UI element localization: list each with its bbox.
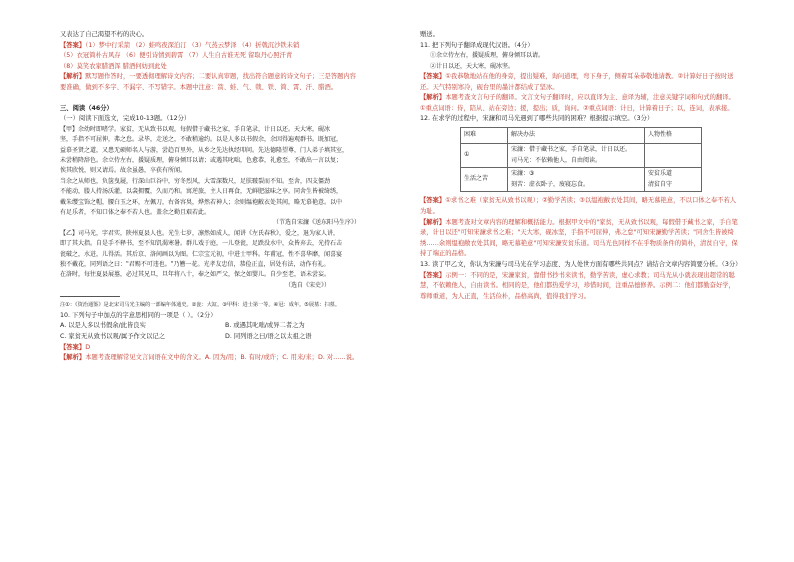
passage-source: （节选自宋濂《送东阳马生序》） <box>272 219 360 227</box>
table-header: 解决办法 <box>508 127 645 143</box>
passage-line: 未尝稍降辞色。余立侍左右，援疑质理，俯身倾耳以请；或遇其叱咄，色愈恭，礼愈至，不敢出一言以复； <box>60 156 343 164</box>
question-11-sentence-1: ①余立侍左右，援疑质理，俯身倾耳以请。 <box>430 52 545 60</box>
passage-line: 【乙】司马光，字君实，陕州夏县人也。光生七岁，凛然如成人，闻讲《左氏春秋》，爱之，退为家人讲， <box>60 229 340 237</box>
right-column <box>420 30 740 302</box>
option-c: C. 家贫无从致书以观/属予作文以记之 <box>60 333 165 341</box>
answer-label: 【答案】 <box>420 271 446 279</box>
analysis-11: 【解析】本题考查文言句子的翻译。文言文句子翻译时，应以直译为主、意译为辅，注意关键字词和句式的翻译。①重点词语：侍，陪从、站在旁边；援，提出；质，询问。②重点词语：计日，计算着日子；以，连词，表承接。 <box>420 94 735 112</box>
footnote-rule <box>60 296 120 297</box>
question-11-stem: 11. 把下列句子翻译成现代汉语。（4分） <box>420 41 534 49</box>
answer-9-line3: （8）莫笑农家腊酒浑 腊酒何妨到此处 <box>60 62 167 70</box>
analysis-label: 【解析】 <box>60 73 86 81</box>
intro-tail: 又表达了自己渴望不朽的决心。 <box>60 31 149 38</box>
passage-line: 益慕圣贤之道，又患无硕师名人与游，尝趋百里外，从乡之先达执经叩问。先达德隆望尊，门人弟子填其室， <box>60 146 349 154</box>
question-12-table <box>460 127 702 192</box>
passage-line: 【甲】余幼时即嗜学。家贫，无从致书以观，每假借于藏书之家，手自笔录，计日以还。天大寒，砚冰 <box>60 125 331 133</box>
analysis-10: 【解析】本题考查理解常见文言词语在文中的含义。A. 因为/用；B. 有时/或许；C. 用来/来；D. 对……说。 <box>60 354 359 362</box>
passage-line: 俟其欣悦，则又请焉。故余虽愚，卒获有所闻。 <box>60 167 187 175</box>
analysis-label: 【解析】 <box>420 94 446 102</box>
table-cell: ① <box>461 143 508 167</box>
option-b: B. 或遇其叱咄/或异二者之为 <box>225 322 305 330</box>
left-column <box>60 30 390 364</box>
answer-9-line1: 【答案】（1）梦中行采箭 （2）蛙鸣夜深泊汀 （3）气蒸云梦泽 （4）折戟沉沙铁未销 <box>60 41 300 49</box>
option-a: A. 以是人多以书假余/此皆良实 <box>60 322 146 330</box>
passage-line: 瓮破之，水迸，儿得活。其后京、洛间画以为图。仁宗宝元初，中进士甲科。年甫冠，性不喜华靡，闻喜宴 <box>60 250 343 258</box>
analysis-label: 【解析】 <box>420 218 446 226</box>
question-10-options <box>60 321 390 342</box>
analysis-12: 【解析】本题考查对文章内容的理解和概括能力。根据甲文中的"家贫，无从致书以观，每假借于藏书之家，手自笔录，计日以还"可知宋濂求书之难；"天大寒，砚冰坚，手指不可屈伸，弗之怠"可知宋濂勤学苦读；"同舍生皆被绮绣……余则缊袍敝衣处其间，略无慕艳意"可知宋濂安贫乐道。司马光也同样不在乎物质条件的简朴，清贫自守，保持了端正的品格。 <box>420 218 738 258</box>
table-cell: 宋濂：借于藏书之家，手自笔录，计日以还。 司马光：不依赖他人，自由阅读。 <box>508 143 645 167</box>
answer-label: 【答案】 <box>60 343 86 351</box>
passage-line: 有足乐者，不知口体之奉不若人也。盖余之勤且艰若此。 <box>60 209 211 216</box>
section-heading: 三、阅读（46分） <box>60 104 113 112</box>
footnote: 注①：《资治通鉴》是北宋司马光主编的一部编年体通史。②瓮：大缸。③甲科：进士第一等。④冠：成年。⑤展墓：扫墓。 <box>60 302 341 309</box>
passage-line: 当余之从师也，负箧曳屣，行深山巨谷中，穷冬烈风，大雪深数尺，足肤皲裂而不知。至舍，四支僵劲 <box>60 177 331 185</box>
question-10-stem: 10. 下列句子中加点的字意思相同的一项是（ ）。（2分） <box>60 311 217 319</box>
analysis-9-line1: 【解析】默写题作答时，一要透彻理解诗文内容；二要认真审题，找出符合题意的诗文句子；三是答题内容 <box>60 73 356 81</box>
answer-13: 【答案】示例一：不同的是，宋濂家贫，靠借书抄书来读书，勤学苦读，虚心求教；司马光从小就表现出超常的聪慧，不依赖他人，自由读书。相同的是，他们都热爱学习，珍惜时间，注重品德修养。示例二：他们都勤奋好学，尊师重道，为人正直，生活俭朴，品格高尚，值得我们学习。 <box>420 271 735 300</box>
analysis-label: 【解析】 <box>60 354 86 362</box>
table-header: 人物性格 <box>645 127 702 143</box>
passage-line: 即了其大指。自是手不释书，至不知饥渴寒暑。群儿戏于庭，一儿登瓮，足跌没水中，众皆弃去，光持石击 <box>60 240 343 248</box>
answer-10: 【答案】D <box>60 343 91 351</box>
table-cell: 安贫乐道 清贫自守 <box>645 168 702 192</box>
passage-yi <box>60 229 390 291</box>
table-cell <box>645 143 702 167</box>
top-tail: 赠送。 <box>420 31 439 38</box>
passage-line: 独不戴花，同列语之曰："君赐不可违也。"乃簪一花。光孝友忠信，恭俭正直，居处有法，动作有礼。 <box>60 261 330 269</box>
answer-12: 【答案】①求书之难（家贫无从致书以观）；②勤学苦读；③以缊袍敝衣处其间，略无慕艳意，不以口体之奉不若人为耻。 <box>420 197 737 215</box>
passage-line: 在洛时，每往夏县展墓，必过其兄旦，旦年将八十，奉之如严父，保之如婴儿。自少至老，语未尝妄。 <box>60 271 331 279</box>
answer-9-line2: （5）衣冠简朴古风存 （6）便引诗情到碧霄 （7）人生自古谁无死 留取丹心照汗青 <box>60 52 293 60</box>
question-12-stem: 12. 在求学的过程中，宋濂和司马光遇到了哪些共同的困难？根据提示填空。（3分） <box>420 115 654 123</box>
question-11-sentence-2: ②计日以还，天大寒，砚冰坚。 <box>430 62 515 70</box>
passage-source: （选自《宋史》） <box>284 281 330 289</box>
table-header: 困难 <box>461 127 508 143</box>
analysis-9-line2: 要准确，做到不多字、不漏字、不写错字。本题中注意：箭、蛙、气、戟、铁、简、霄、汗、腊酒。 <box>60 83 338 91</box>
answer-label: 【答案】 <box>420 197 446 205</box>
passage-line: 不能动，媵人持汤沃灌，以衾拥覆，久而乃和。寓逆旅，主人日再食，无鲜肥滋味之享。同舍生皆被绮绣， <box>60 188 343 196</box>
answer-label: 【答案】 <box>420 73 446 80</box>
option-d: D. 同列语之曰/语之以太祖之语 <box>225 333 312 341</box>
passage-jia <box>60 125 390 229</box>
answer-label: 【答案】 <box>60 41 86 49</box>
sub-heading: （一）阅读下面选文，完成10-13题。（12分） <box>60 115 191 123</box>
passage-line: 坚，手指不可屈伸，弗之怠。录毕，走送之，不敢稍逾约。以是人多以书假余，余因得遍观群书。既加冠， <box>60 136 343 144</box>
answer-11: 【答案】①我恭敬地站在他的身旁，提出疑难，询问道理，弯下身子，侧着耳朵恭敬地请教。②计算好日子按时送还。天气特别寒冷，砚台里的墨汁都结成了坚冰。 <box>420 73 734 91</box>
question-13-stem: 13. 读了甲乙文，你认为宋濂与司马光在学习态度、为人处世方面有哪些共同点？请结合文章内容简要分析。（3分） <box>420 260 742 268</box>
table-cell: 生活之苦 <box>461 168 508 192</box>
table-cell: 宋濂：③ 刻苦：虚衣卧子，废寝忘食。 <box>508 168 645 192</box>
passage-line: 戴朱缨宝饰之帽，腰白玉之环，左佩刀，右备容臭，烨然若神人；余则缊袍敝衣处其间，略无慕艳意。以中 <box>60 198 343 206</box>
